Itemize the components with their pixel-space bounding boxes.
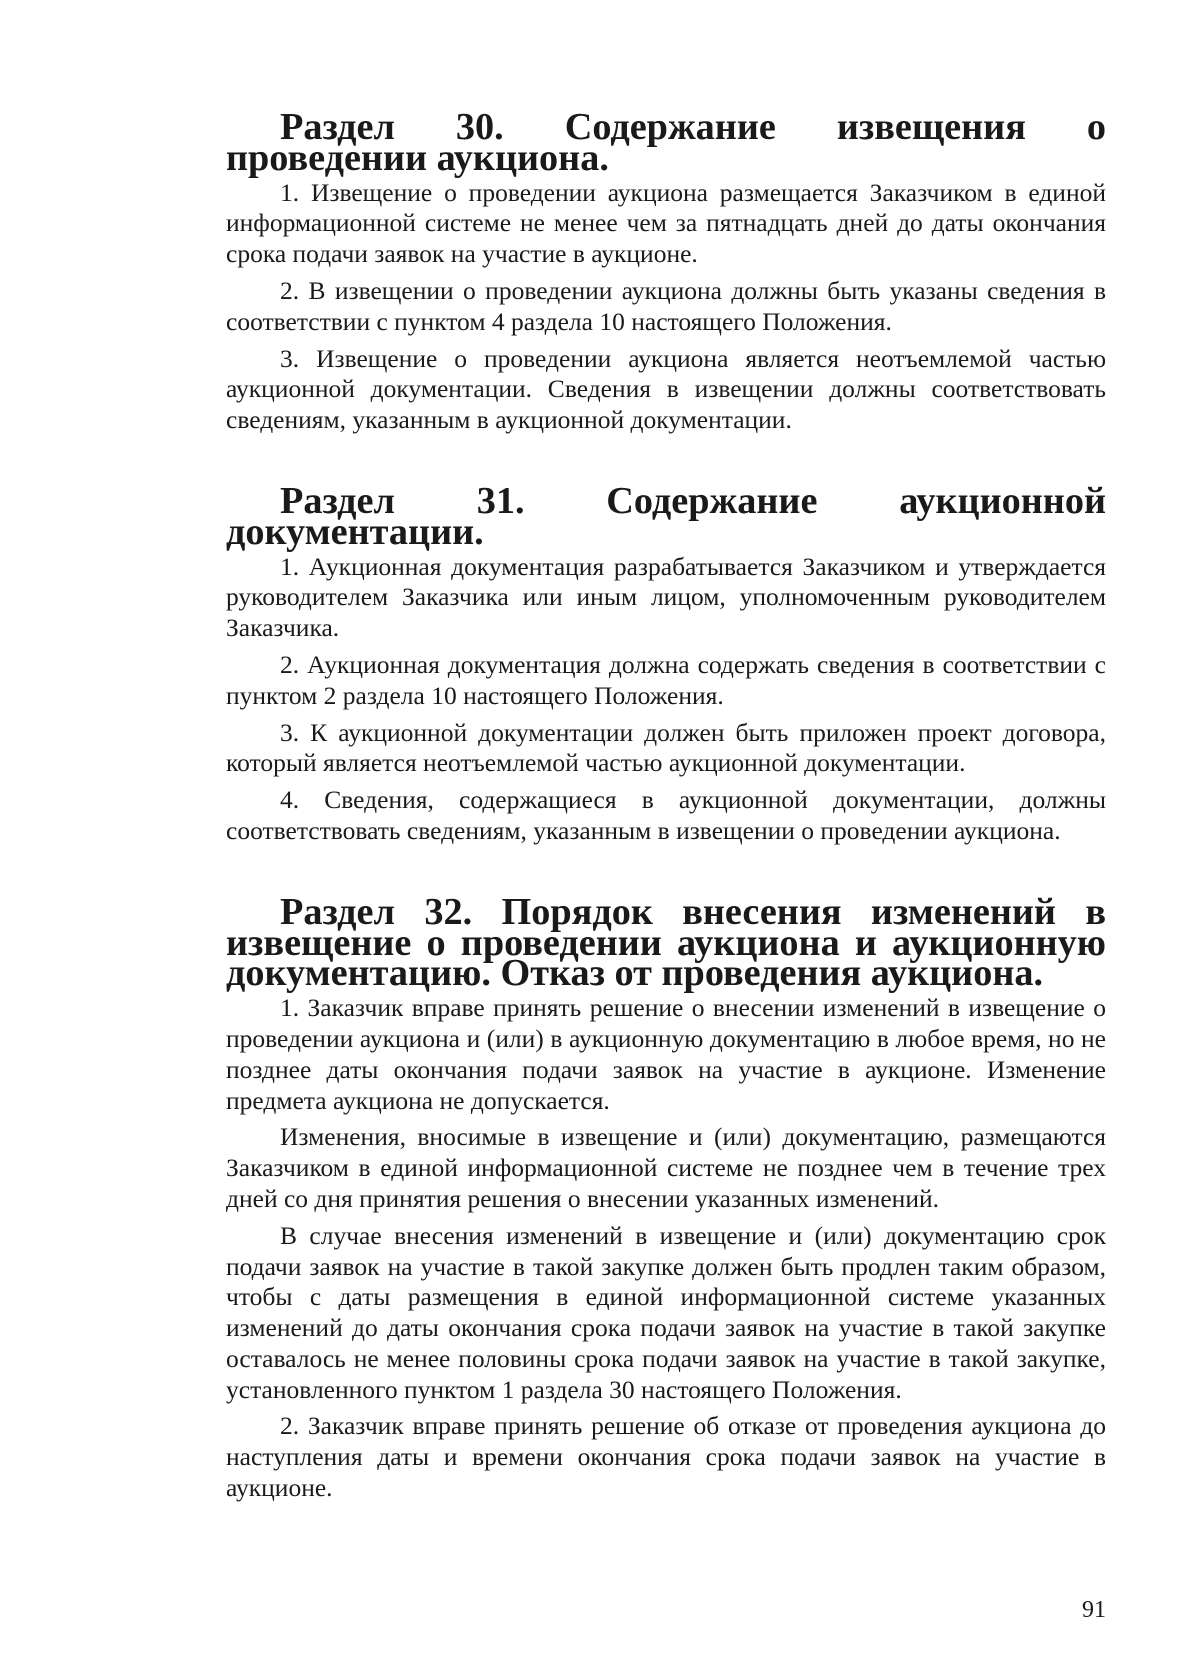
- paragraph: 1. Извещение о проведении аукциона размещается Заказчиком в единой информационной системе не менее чем за пятнадцать дней до даты окончания срока подачи заявок на участие в аукционе.: [226, 177, 1106, 269]
- section-title: Раздел 31. Содержание аукционной документации.: [226, 479, 1106, 553]
- section-30: [226, 106, 1106, 436]
- paragraph: Изменения, вносимые в извещение и (или) документацию, размещаются Заказчиком в единой информационной системе не позднее чем в течение трех дней со дня принятия решения о внесении указанных изменений.: [226, 1122, 1106, 1213]
- section-32: [226, 890, 1106, 1504]
- page-number: 91: [1082, 1597, 1106, 1623]
- paragraph: В случае внесения изменений в извещение и (или) документацию срок подачи заявок на участие в такой закупке должен быть продлен таким образом, чтобы с даты размещения в единой информационной системе указанных изменений до даты окончания срока подачи заявок на участие в такой закупке оставалось не менее половины срока подачи заявок на участие в такой закупке, установленного пунктом 1 раздела 30 настоящего Положения.: [226, 1220, 1106, 1404]
- section-title: Раздел 30. Содержание извещения о проведении аукциона.: [226, 106, 1106, 179]
- paragraph: 2. В извещении о проведении аукциона должны быть указаны сведения в соответствии с пунктом 4 раздела 10 настоящего Положения.: [226, 275, 1106, 336]
- paragraph: 2. Аукционная документация должна содержать сведения в соответствии с пунктом 2 раздела 10 настоящего Положения.: [226, 649, 1106, 710]
- section-title: Раздел 32. Порядок внесения изменений в извещение о проведении аукциона и аукционную документацию. Отказ от проведения аукциона.: [226, 890, 1106, 995]
- paragraph: 1. Аукционная документация разрабатывается Заказчиком и утверждается руководителем Заказчика или иным лицом, уполномоченным руководителем Заказчика.: [226, 551, 1106, 643]
- section-31: [226, 479, 1106, 847]
- paragraph: 3. Извещение о проведении аукциона является неотъемлемой частью аукционной документации. Сведения в извещении должны соответствовать сведениям, указанным в аукционной документации.: [226, 343, 1106, 435]
- paragraph: 3. К аукционной документации должен быть приложен проект договора, который является неотъемлемой частью аукционной документации.: [226, 717, 1106, 778]
- paragraph: 1. Заказчик вправе принять решение о внесении изменений в извещение о проведении аукциона и (или) в аукционную документацию в любое время, но не позднее даты окончания подачи заявок на участие в аукционе. Изменение предмета аукциона не допускается.: [226, 993, 1106, 1115]
- paragraph: 4. Сведения, содержащиеся в аукционной документации, должны соответствовать сведениям, указанным в извещении о проведении аукциона.: [226, 785, 1106, 845]
- paragraph: 2. Заказчик вправе принять решение об отказе от проведения аукциона до наступления даты и времени окончания срока подачи заявок на участие в аукционе.: [226, 1411, 1106, 1503]
- document-page: [226, 106, 1106, 1510]
